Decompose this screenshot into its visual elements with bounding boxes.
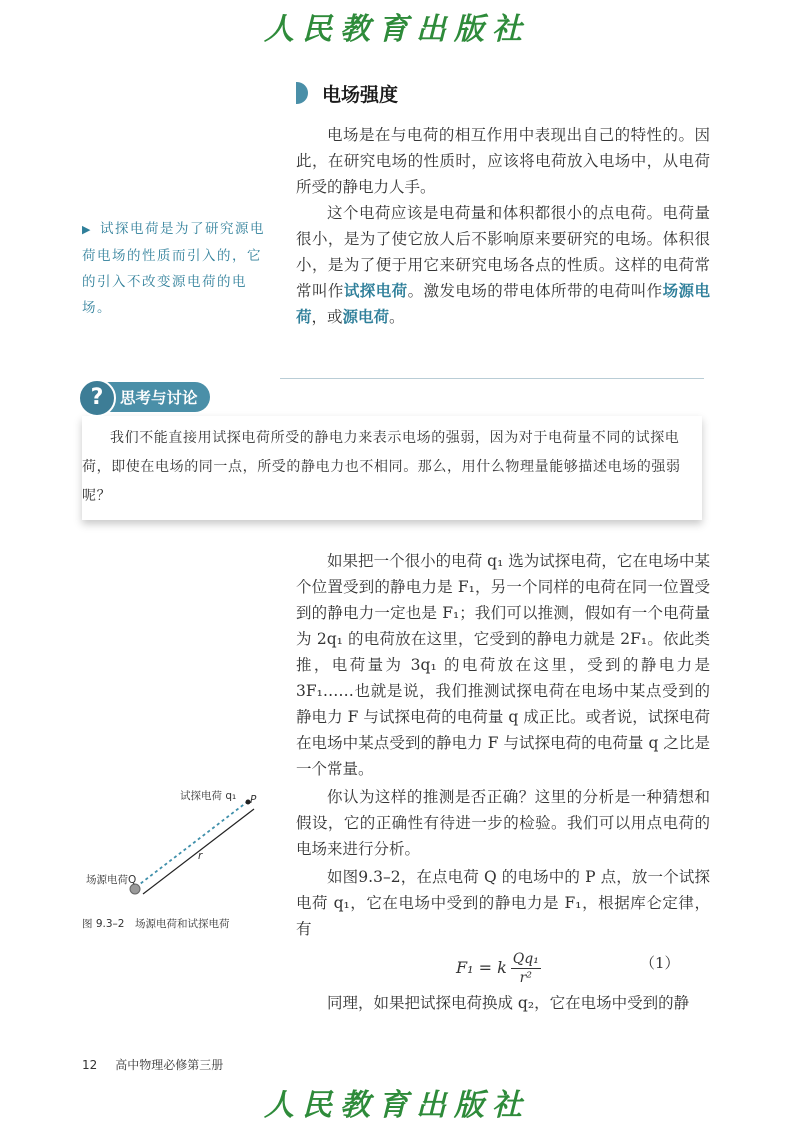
paragraph-2-text-b: 。激发电场的带电体所带的电荷叫作: [407, 282, 663, 300]
field-dashed-line: [136, 802, 247, 887]
triangle-bullet-icon: ▶: [82, 223, 92, 236]
publisher-logo-bottom: 人民教育出版社: [264, 1088, 530, 1123]
formula-fraction: [511, 950, 541, 987]
discussion-title: 思考与讨论: [120, 389, 198, 407]
paragraph-1: 电场是在与电荷的相互作用中表现出自己的特性的。因此，在研究电场的性质时，应该将电荷放入电场中，从电荷所受的静电力人手。: [296, 126, 710, 196]
figure-caption: 图 9.3–2 场源电荷和试探电荷: [82, 918, 230, 930]
discussion-paragraph: 我们不能直接用试探电荷所受的静电力来表示电场的强弱，因为对于电荷量不同的试探电荷，即使在电场的同一点，所受的静电力也不相同。那么，用什么物理量能够描述电场的强弱呢？: [82, 430, 681, 504]
paragraph-5: 如图9.3–2，在点电荷 Q 的电场中的 P 点，放一个试探电荷 q₁，它在电场中受到的静电力是 F₁，根据库仑定律，有: [296, 868, 710, 938]
label-test-charge: 试探电荷 q₁: [180, 790, 237, 802]
paragraph-2: [296, 200, 710, 330]
page-footer: [82, 1056, 223, 1073]
margin-note: [82, 216, 272, 321]
label-distance-r: r: [198, 850, 203, 862]
discussion-text: [82, 424, 694, 511]
label-source-charge: 场源电荷Q: [86, 874, 137, 886]
body-text-bottom: [296, 990, 710, 1016]
equation-number: （1）: [640, 954, 680, 972]
book-title: 高中物理必修第三册: [115, 1058, 224, 1072]
keyword-field-source-charge: 场源电荷: [296, 281, 710, 326]
paragraph-4: 你认为这样的推测是否正确？这里的分析是一种猜想和假设，它的正确性有待进一步的检验。我们可以用点电荷的电场来进行分析。: [296, 788, 710, 858]
paragraph-6: 同理，如果把试探电荷换成 q₂，它在电场中受到的静: [327, 994, 690, 1012]
label-point-p: P: [250, 794, 257, 806]
paragraph-2-text-a: 这个电荷应该是电荷量和体积都很小的点电荷。电荷量很小，是为了使它放人后不影响原来要研究的电场。体积很小，是为了便于用它来研究电场各点的性质。这样的电荷常常叫作: [296, 204, 710, 300]
formula-denominator: r²: [519, 970, 532, 986]
paragraph-2-text-d: 。: [389, 308, 405, 326]
discussion-header: [82, 382, 210, 412]
page-number: 12: [82, 1058, 98, 1072]
margin-note-text: 试探电荷是为了研究源电荷电场的性质而引入的，它的引入不改变源电荷的电场。: [82, 221, 265, 316]
publisher-logo: 人民教育出版社: [264, 12, 530, 47]
body-text-top: [296, 122, 710, 330]
paragraph-2-text-c: ，或: [311, 308, 343, 326]
formula-numerator: Qq₁: [512, 951, 539, 967]
formula-lhs: F₁ = k: [456, 958, 507, 977]
divider: [280, 378, 704, 379]
coulomb-formula: [456, 950, 541, 987]
paragraph-3: 如果把一个很小的电荷 q₁ 选为试探电荷，它在电场中某个位置受到的静电力是 F₁，另一个同样的电荷在同一位置受到的静电力一定也是 F₁；我们可以推测，假如有一个电荷量为 2q₁ 的电荷放在这里，它受到的静电力就是 2F₁。依此类推，电荷量为 3q₁ 的电荷放在这里，受到的静电力是 3F₁……也就是说，我们推测试探电荷在电场中某点受到的静电力 F 与试探电荷的电荷量 q 成正比。或者说，试探电荷在电场中某点受到的静电力 F 与试探电荷的电荷量 q 之比是一个常量。: [296, 552, 710, 778]
body-text-main: [296, 548, 710, 942]
section-title: 电场强度: [322, 84, 399, 106]
question-icon: ?: [78, 379, 116, 417]
keyword-source-charge: 源电荷: [342, 307, 390, 326]
keyword-test-charge: 试探电荷: [343, 281, 408, 300]
section-marker-icon: [296, 82, 308, 104]
